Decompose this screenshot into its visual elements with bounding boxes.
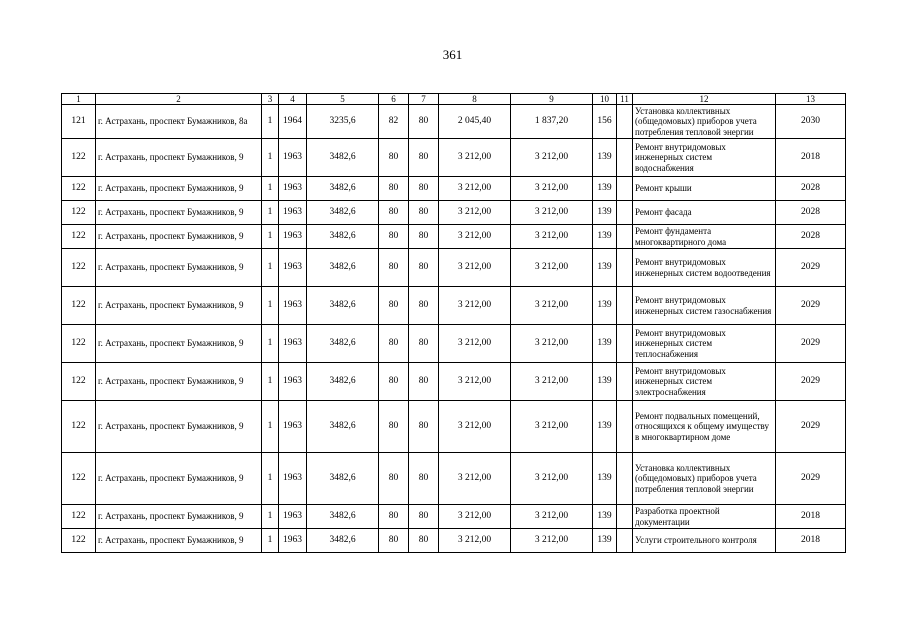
col7-cell: 80 [409,363,439,401]
address-cell: г. Астрахань, проспект Бумажников, 9 [96,453,262,505]
column-header: 4 [279,94,307,105]
address-cell: г. Астрахань, проспект Бумажников, 8а [96,105,262,139]
work-type-cell: Ремонт фундамента многоквартирного дома [633,225,776,249]
column-header: 5 [307,94,379,105]
column-header: 12 [633,94,776,105]
row-number: 122 [62,287,96,325]
col11-cell [617,201,633,225]
work-type-cell: Услуги строительного контроля [633,529,776,553]
planned-year-cell: 2030 [776,105,846,139]
col3-cell: 1 [262,105,279,139]
col7-cell: 80 [409,177,439,201]
row-number: 122 [62,505,96,529]
col8-cell: 3 212,00 [439,249,511,287]
col8-cell: 3 212,00 [439,401,511,453]
work-type-cell: Ремонт внутридомовых инженерных систем электроснабжения [633,363,776,401]
col8-cell: 3 212,00 [439,225,511,249]
column-number-row [62,94,846,105]
page-number: 361 [442,47,463,62]
area-cell: 3482,6 [307,363,379,401]
capital-repair-table [61,93,846,553]
area-cell: 3482,6 [307,325,379,363]
col6-cell: 80 [379,249,409,287]
work-type-cell: Ремонт внутридомовых инженерных систем водоснабжения [633,139,776,177]
row-number: 122 [62,363,96,401]
year-built-cell: 1963 [279,177,307,201]
address-cell: г. Астрахань, проспект Бумажников, 9 [96,177,262,201]
year-built-cell: 1963 [279,529,307,553]
column-header: 9 [511,94,593,105]
col8-cell: 3 212,00 [439,453,511,505]
table-row [62,105,846,139]
address-cell: г. Астрахань, проспект Бумажников, 9 [96,287,262,325]
col8-cell: 3 212,00 [439,505,511,529]
table-body [62,94,846,553]
planned-year-cell: 2018 [776,505,846,529]
area-cell: 3482,6 [307,139,379,177]
work-type-cell: Установка коллективных (общедомовых) приборов учета потребления тепловой энергии [633,105,776,139]
col7-cell: 80 [409,325,439,363]
year-built-cell: 1963 [279,225,307,249]
col7-cell: 80 [409,249,439,287]
area-cell: 3482,6 [307,505,379,529]
col9-cell: 3 212,00 [511,139,593,177]
work-type-cell: Ремонт внутридомовых инженерных систем газоснабжения [633,287,776,325]
planned-year-cell: 2029 [776,363,846,401]
col10-cell: 139 [593,401,617,453]
address-cell: г. Астрахань, проспект Бумажников, 9 [96,401,262,453]
col3-cell: 1 [262,177,279,201]
work-type-cell: Ремонт крыши [633,177,776,201]
col10-cell: 139 [593,325,617,363]
col7-cell: 80 [409,529,439,553]
col6-cell: 80 [379,225,409,249]
col10-cell: 139 [593,177,617,201]
col9-cell: 3 212,00 [511,453,593,505]
table-row [62,177,846,201]
col7-cell: 80 [409,225,439,249]
col6-cell: 80 [379,201,409,225]
area-cell: 3235,6 [307,105,379,139]
planned-year-cell: 2029 [776,325,846,363]
col11-cell [617,287,633,325]
col10-cell: 139 [593,363,617,401]
area-cell: 3482,6 [307,401,379,453]
work-type-cell: Ремонт фасада [633,201,776,225]
col11-cell [617,249,633,287]
col3-cell: 1 [262,529,279,553]
row-number: 122 [62,401,96,453]
planned-year-cell: 2029 [776,401,846,453]
col3-cell: 1 [262,505,279,529]
area-cell: 3482,6 [307,201,379,225]
planned-year-cell: 2029 [776,287,846,325]
column-header: 7 [409,94,439,105]
planned-year-cell: 2018 [776,529,846,553]
col10-cell: 139 [593,249,617,287]
col7-cell: 80 [409,401,439,453]
col11-cell [617,363,633,401]
area-cell: 3482,6 [307,225,379,249]
col6-cell: 80 [379,529,409,553]
col9-cell: 3 212,00 [511,529,593,553]
table-row [62,225,846,249]
col11-cell [617,325,633,363]
col7-cell: 80 [409,453,439,505]
column-header: 10 [593,94,617,105]
col10-cell: 139 [593,139,617,177]
year-built-cell: 1963 [279,325,307,363]
col10-cell: 139 [593,453,617,505]
row-number: 122 [62,225,96,249]
col11-cell [617,401,633,453]
col6-cell: 80 [379,177,409,201]
col9-cell: 1 837,20 [511,105,593,139]
column-header: 8 [439,94,511,105]
col3-cell: 1 [262,325,279,363]
col8-cell: 3 212,00 [439,139,511,177]
col9-cell: 3 212,00 [511,401,593,453]
row-number: 122 [62,249,96,287]
col9-cell: 3 212,00 [511,177,593,201]
row-number: 122 [62,325,96,363]
work-type-cell: Ремонт внутридомовых инженерных систем водоотведения [633,249,776,287]
col11-cell [617,177,633,201]
col9-cell: 3 212,00 [511,505,593,529]
col8-cell: 3 212,00 [439,325,511,363]
col10-cell: 139 [593,287,617,325]
table-row [62,287,846,325]
col7-cell: 80 [409,201,439,225]
table-row [62,249,846,287]
address-cell: г. Астрахань, проспект Бумажников, 9 [96,325,262,363]
col10-cell: 139 [593,529,617,553]
address-cell: г. Астрахань, проспект Бумажников, 9 [96,505,262,529]
address-cell: г. Астрахань, проспект Бумажников, 9 [96,363,262,401]
col3-cell: 1 [262,249,279,287]
table-row [62,201,846,225]
year-built-cell: 1963 [279,249,307,287]
address-cell: г. Астрахань, проспект Бумажников, 9 [96,139,262,177]
col3-cell: 1 [262,287,279,325]
col3-cell: 1 [262,225,279,249]
planned-year-cell: 2028 [776,225,846,249]
area-cell: 3482,6 [307,529,379,553]
col7-cell: 80 [409,505,439,529]
address-cell: г. Астрахань, проспект Бумажников, 9 [96,529,262,553]
col7-cell: 80 [409,105,439,139]
col8-cell: 3 212,00 [439,177,511,201]
col10-cell: 156 [593,105,617,139]
year-built-cell: 1963 [279,363,307,401]
col9-cell: 3 212,00 [511,249,593,287]
col6-cell: 82 [379,105,409,139]
row-number: 122 [62,139,96,177]
table-row [62,325,846,363]
col6-cell: 80 [379,287,409,325]
col6-cell: 80 [379,401,409,453]
col11-cell [617,105,633,139]
year-built-cell: 1963 [279,287,307,325]
year-built-cell: 1963 [279,139,307,177]
year-built-cell: 1963 [279,453,307,505]
table-row [62,505,846,529]
col6-cell: 80 [379,363,409,401]
year-built-cell: 1963 [279,201,307,225]
col9-cell: 3 212,00 [511,225,593,249]
planned-year-cell: 2028 [776,177,846,201]
address-cell: г. Астрахань, проспект Бумажников, 9 [96,249,262,287]
planned-year-cell: 2029 [776,453,846,505]
table-row [62,401,846,453]
col8-cell: 2 045,40 [439,105,511,139]
area-cell: 3482,6 [307,177,379,201]
work-type-cell: Разработка проектной документации [633,505,776,529]
table-row [62,453,846,505]
row-number: 121 [62,105,96,139]
column-header: 2 [96,94,262,105]
col11-cell [617,453,633,505]
planned-year-cell: 2018 [776,139,846,177]
col7-cell: 80 [409,287,439,325]
col8-cell: 3 212,00 [439,201,511,225]
row-number: 122 [62,177,96,201]
col3-cell: 1 [262,201,279,225]
col11-cell [617,505,633,529]
col10-cell: 139 [593,505,617,529]
row-number: 122 [62,529,96,553]
year-built-cell: 1963 [279,401,307,453]
col6-cell: 80 [379,325,409,363]
row-number: 122 [62,201,96,225]
col6-cell: 80 [379,139,409,177]
area-cell: 3482,6 [307,287,379,325]
year-built-cell: 1964 [279,105,307,139]
col3-cell: 1 [262,453,279,505]
year-built-cell: 1963 [279,505,307,529]
area-cell: 3482,6 [307,453,379,505]
col11-cell [617,529,633,553]
col10-cell: 139 [593,201,617,225]
address-cell: г. Астрахань, проспект Бумажников, 9 [96,225,262,249]
col9-cell: 3 212,00 [511,363,593,401]
column-header: 3 [262,94,279,105]
col3-cell: 1 [262,401,279,453]
col9-cell: 3 212,00 [511,325,593,363]
col10-cell: 139 [593,225,617,249]
col8-cell: 3 212,00 [439,529,511,553]
table-row [62,363,846,401]
col6-cell: 80 [379,453,409,505]
col9-cell: 3 212,00 [511,201,593,225]
col6-cell: 80 [379,505,409,529]
col9-cell: 3 212,00 [511,287,593,325]
address-cell: г. Астрахань, проспект Бумажников, 9 [96,201,262,225]
col3-cell: 1 [262,139,279,177]
column-header: 11 [617,94,633,105]
col3-cell: 1 [262,363,279,401]
table-row [62,139,846,177]
column-header: 1 [62,94,96,105]
work-type-cell: Ремонт подвальных помещений, относящихся к общему имуществу в многоквартирном доме [633,401,776,453]
area-cell: 3482,6 [307,249,379,287]
column-header: 6 [379,94,409,105]
column-header: 13 [776,94,846,105]
work-type-cell: Установка коллективных (общедомовых) приборов учета потребления тепловой энергии [633,453,776,505]
col11-cell [617,225,633,249]
col8-cell: 3 212,00 [439,363,511,401]
planned-year-cell: 2028 [776,201,846,225]
table-row [62,529,846,553]
work-type-cell: Ремонт внутридомовых инженерных систем теплоснабжения [633,325,776,363]
col7-cell: 80 [409,139,439,177]
row-number: 122 [62,453,96,505]
planned-year-cell: 2029 [776,249,846,287]
col8-cell: 3 212,00 [439,287,511,325]
col11-cell [617,139,633,177]
